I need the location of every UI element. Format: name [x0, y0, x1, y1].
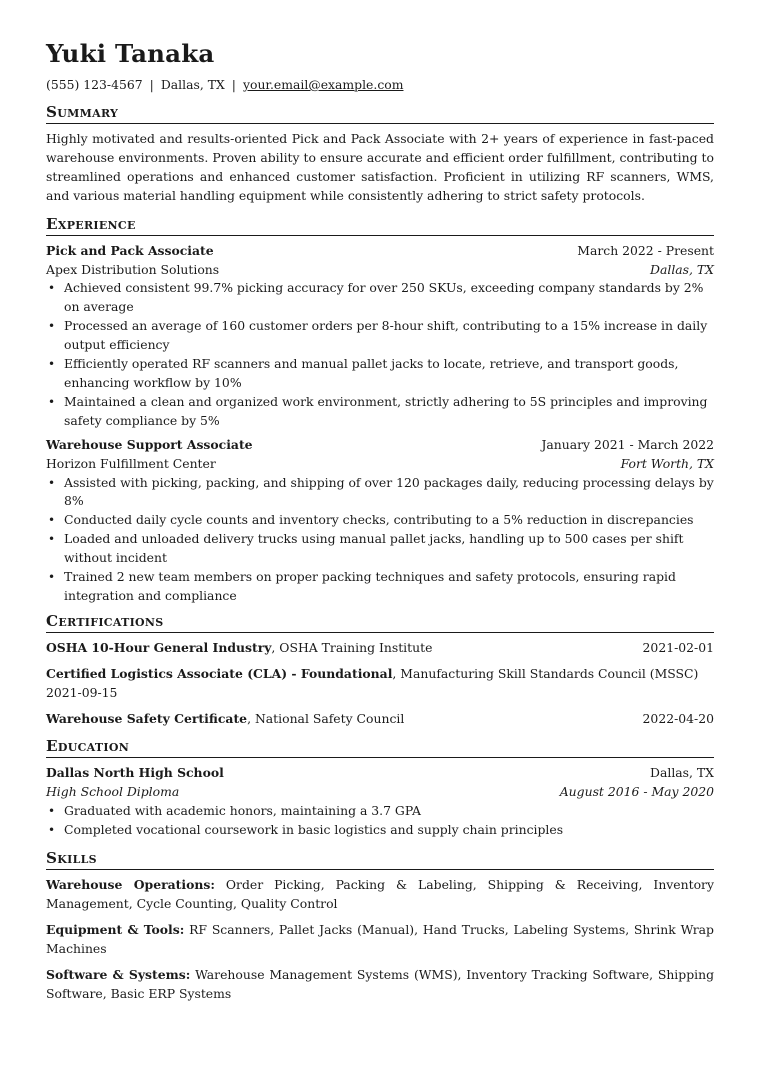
skills-section [46, 849, 714, 1003]
candidate-name: Yuki Tanaka [46, 39, 215, 68]
school-name: Dallas North High School [46, 765, 224, 781]
certification-name: OSHA 10-Hour General Industry [46, 639, 272, 655]
school-location: Dallas, TX [650, 765, 714, 781]
section-title-summary: Summary [46, 103, 714, 124]
bullet-item: • Efficiently operated RF scanners and manual pallet jacks to locate, retrieve, and transport goods, enhancing workflow by 10% [46, 355, 714, 393]
bullet-item: • Loaded and unloaded delivery trucks using manual pallet jacks, handling up to 500 cases per shift without incident [46, 530, 714, 568]
job-dates: March 2022 - Present [577, 242, 714, 258]
skill-text: RF Scanners, Pallet Jacks (Manual), Hand Trucks, Labeling Systems, Shrink Wrap Machines [46, 921, 714, 956]
bullet-item: • Completed vocational coursework in basic logistics and supply chain principles [46, 821, 714, 840]
bullet-item: • Trained 2 new team members on proper packing techniques and safety protocols, ensuring rapid integration and compliance [46, 568, 714, 606]
certification-date: 2021-09-15 [46, 684, 118, 700]
bullet-item: • Assisted with picking, packing, and shipping of over 120 packages daily, reducing processing delays by 8% [46, 474, 714, 512]
summary-text: Highly motivated and results-oriented Pick and Pack Associate with 2+ years of experience in fast-paced warehouse environments. Proven ability to ensure accurate and efficient order fulfillment, contributing to streamlined operations and enhanced customer satisfaction. Proficient in utilizing RF scanners, WMS, and various material handling equipment while consistently adhering to strict safety protocols. [46, 131, 714, 203]
section-title-education: Education [46, 737, 714, 758]
job-dates: January 2021 - March 2022 [541, 436, 714, 452]
job-entry [46, 242, 714, 431]
job-role: Pick and Pack Associate [46, 242, 214, 258]
certification-entry [46, 665, 714, 703]
phone-number: (555) 123-4567 [46, 77, 143, 92]
education-bullets [46, 802, 714, 840]
certification-entry [46, 639, 714, 658]
section-title-skills: Skills [46, 849, 714, 870]
certification-name: Certified Logistics Associate (CLA) - Foundational [46, 665, 393, 681]
job-company: Horizon Fulfillment Center [46, 455, 216, 471]
bullet-item: • Maintained a clean and organized work environment, strictly adhering to 5S principles and improving safety compliance by 5% [46, 393, 714, 431]
separator: | [149, 77, 154, 92]
skill-group [46, 876, 714, 914]
certification-issuer: , National Safety Council [247, 710, 405, 726]
job-location: Fort Worth, TX [620, 455, 714, 471]
certification-name: Warehouse Safety Certificate [46, 710, 248, 726]
certification-issuer: , OSHA Training Institute [271, 639, 433, 655]
job-bullets [46, 474, 714, 606]
job-company: Apex Distribution Solutions [46, 261, 220, 277]
bullet-item: • Graduated with academic honors, maintaining a 3.7 GPA [46, 802, 714, 821]
bullet-item: • Conducted daily cycle counts and inventory checks, contributing to a 5% reduction in discrepancies [46, 511, 714, 530]
section-title-certifications: Certifications [46, 612, 714, 633]
skill-label: Warehouse Operations: [46, 877, 215, 893]
bullet-item: • Achieved consistent 99.7% picking accuracy for over 250 SKUs, exceeding company standards by 2% on average [46, 279, 714, 317]
email-link[interactable]: your.email@example.com [242, 77, 404, 92]
skill-text: Warehouse Management Systems (WMS), Inventory Tracking Software, Shipping Software, Basic ERP Systems [46, 966, 714, 1001]
skill-group [46, 921, 714, 959]
education-dates: August 2016 - May 2020 [559, 784, 714, 800]
certification-date: 2021-02-01 [642, 639, 714, 655]
summary-section [46, 103, 714, 206]
experience-section [46, 215, 714, 606]
job-entry [46, 436, 714, 606]
skill-label: Equipment & Tools: [46, 921, 185, 937]
skill-label: Software & Systems: [46, 966, 191, 982]
certifications-section [46, 612, 714, 729]
location: Dallas, TX [160, 77, 225, 92]
degree: High School Diploma [46, 784, 180, 800]
certification-issuer: , Manufacturing Skill Standards Council (MSSC) [392, 665, 699, 681]
certification-date: 2022-04-20 [642, 710, 714, 726]
skill-text: Order Picking, Packing & Labeling, Shipping & Receiving, Inventory Management, Cycle Counting, Quality Control [46, 877, 714, 911]
section-title-experience: Experience [46, 215, 714, 236]
separator: | [231, 77, 236, 92]
education-section [46, 737, 714, 840]
job-bullets [46, 279, 714, 430]
skill-group [46, 966, 714, 1004]
job-location: Dallas, TX [650, 261, 714, 277]
contact-line [46, 76, 714, 93]
certification-entry [46, 710, 714, 729]
bullet-item: • Processed an average of 160 customer orders per 8-hour shift, contributing to a 15% increase in daily output efficiency [46, 317, 714, 355]
job-role: Warehouse Support Associate [46, 436, 253, 452]
